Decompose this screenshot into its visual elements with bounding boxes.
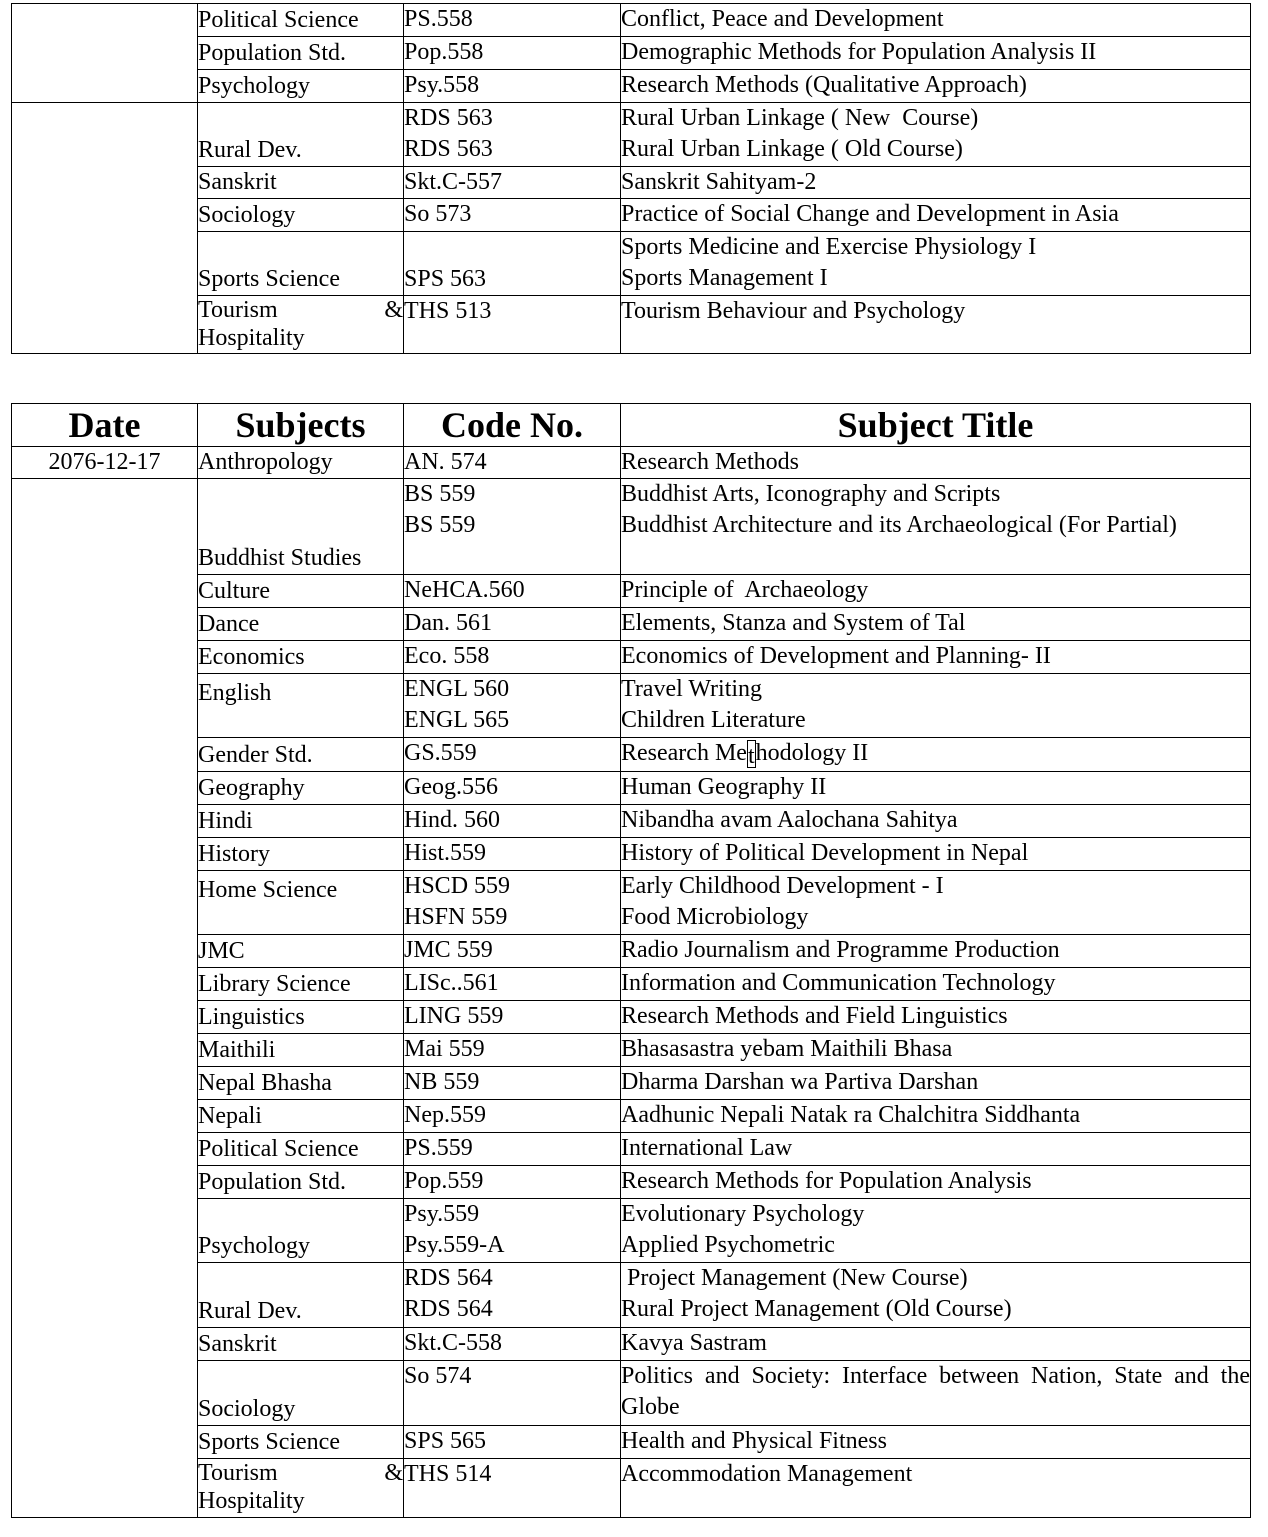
title: Research Methods (621, 449, 799, 475)
title-cell (621, 935, 1251, 968)
table-row (12, 70, 1251, 103)
code: Mai 559 (404, 1036, 485, 1062)
subject-cell: Library Science (198, 968, 404, 1001)
title-cell (621, 1100, 1251, 1133)
date-cell (12, 479, 198, 1518)
title: Demographic Methods for Population Analysis II (621, 39, 1097, 65)
code: Geog.556 (404, 774, 498, 800)
code: So 573 (404, 201, 472, 227)
title: Principle of Archaeology (621, 577, 869, 603)
header-title: Subject Title (621, 404, 1251, 447)
title-cell (621, 1459, 1251, 1518)
title: Health and Physical Fitness (621, 1428, 887, 1454)
title-cell (621, 103, 1251, 167)
title: Human Geography II (621, 774, 827, 800)
title-cell (621, 738, 1251, 772)
table-row (12, 1459, 1251, 1518)
table-row (12, 1001, 1251, 1034)
code: JMC 559 (404, 937, 493, 963)
subject-part: Hospitality (198, 1488, 305, 1514)
code: AN. 574 (404, 449, 487, 475)
schedule-table-continued (11, 3, 1251, 354)
code: Hist.559 (404, 840, 487, 866)
code-cell (404, 70, 621, 103)
code: RDS 564 (404, 1265, 493, 1291)
table-row (12, 871, 1251, 935)
code: Pop.559 (404, 1168, 484, 1194)
code-cell (404, 199, 621, 232)
code-cell (404, 1001, 621, 1034)
code: Pop.558 (404, 39, 484, 65)
code-cell (404, 167, 621, 199)
subject-cell (198, 296, 404, 354)
subject-cell: Sanskrit (198, 167, 404, 199)
title-cell (621, 772, 1251, 805)
subject-cell: History (198, 838, 404, 871)
title-cell (621, 1328, 1251, 1361)
title-cell (621, 1133, 1251, 1166)
code: Psy.559 (404, 1201, 480, 1227)
code: PS.559 (404, 1135, 473, 1161)
subject-cell: JMC (198, 935, 404, 968)
title-cell (621, 641, 1251, 674)
table-row (12, 1133, 1251, 1166)
code: RDS 563 (404, 105, 493, 131)
title: Kavya Sastram (621, 1330, 767, 1356)
title: Rural Urban Linkage ( New Course) (621, 105, 979, 131)
title: Bhasasastra yebam Maithili Bhasa (621, 1036, 953, 1062)
title: Children Literature (621, 707, 806, 733)
text-cursor-box: t (747, 740, 756, 768)
header-code: Code No. (404, 404, 621, 447)
subject-cell: Political Science (198, 1133, 404, 1166)
title-cell (621, 575, 1251, 608)
date-cell (12, 103, 198, 354)
table-row (12, 575, 1251, 608)
title-cell (621, 37, 1251, 70)
table-row (12, 608, 1251, 641)
code: LISc..561 (404, 970, 499, 996)
code-cell (404, 772, 621, 805)
code-cell (404, 838, 621, 871)
table-row (12, 805, 1251, 838)
code-cell (404, 641, 621, 674)
subject-cell: Maithili (198, 1034, 404, 1067)
title: Buddhist Architecture and its Archaeological (For Partial) (621, 512, 1177, 538)
subject-cell: Hindi (198, 805, 404, 838)
title: History of Political Development in Nepal (621, 840, 1029, 866)
table-row (12, 199, 1251, 232)
subject-cell: Population Std. (198, 37, 404, 70)
code-cell (404, 1426, 621, 1459)
table-row (12, 772, 1251, 805)
table-row (12, 935, 1251, 968)
code: Hind. 560 (404, 807, 500, 833)
title-cell (621, 608, 1251, 641)
code-cell (404, 479, 621, 575)
subject-cell: Nepali (198, 1100, 404, 1133)
header-row (12, 404, 1251, 447)
title: Information and Communication Technology (621, 970, 1056, 996)
subject-part: Tourism (198, 297, 278, 323)
title: Research Methods and Field Linguistics (621, 1003, 1008, 1029)
subject-cell: Gender Std. (198, 738, 404, 772)
subject-cell: Home Science (198, 871, 404, 935)
header-date: Date (12, 404, 198, 447)
code-cell (404, 1328, 621, 1361)
subject-cell: Rural Dev. (198, 1263, 404, 1328)
subject-amp: & (384, 1460, 403, 1486)
subject-cell: Economics (198, 641, 404, 674)
title: Sports Medicine and Exercise Physiology I (621, 234, 1037, 260)
table-row (12, 1361, 1251, 1426)
code-cell (404, 1263, 621, 1328)
title: Buddhist Arts, Iconography and Scripts (621, 481, 1001, 507)
title: Food Microbiology (621, 904, 809, 930)
subject-cell: Linguistics (198, 1001, 404, 1034)
schedule-table (11, 403, 1251, 1518)
code: THS 513 (404, 298, 492, 324)
title: Project Management (New Course) (621, 1265, 968, 1291)
title: International Law (621, 1135, 793, 1161)
title: Radio Journalism and Programme Production (621, 937, 1060, 963)
code-cell (404, 232, 621, 296)
code: ENGL 560 (404, 676, 510, 702)
code-cell (404, 738, 621, 772)
subject-cell: Nepal Bhasha (198, 1067, 404, 1100)
code: ENGL 565 (404, 707, 510, 733)
header-subjects: Subjects (198, 404, 404, 447)
code: SPS 563 (404, 266, 487, 292)
table-row (12, 232, 1251, 296)
title: Rural Project Management (Old Course) (621, 1296, 1012, 1322)
title: Nibandha avam Aalochana Sahitya (621, 807, 958, 833)
title-cell (621, 199, 1251, 232)
title-cell (621, 805, 1251, 838)
title: Accommodation Management (621, 1461, 913, 1487)
code: HSCD 559 (404, 873, 511, 899)
title: Politics and Society: Interface between Nation, State and the Globe (621, 1363, 1250, 1420)
table-row (12, 1328, 1251, 1361)
title: Dharma Darshan wa Partiva Darshan (621, 1069, 979, 1095)
title: Elements, Stanza and System of Tal (621, 610, 966, 636)
code: GS.559 (404, 740, 477, 766)
table-row (12, 167, 1251, 199)
table-row (12, 1199, 1251, 1263)
date-cell (12, 4, 198, 103)
code: NB 559 (404, 1069, 480, 1095)
table-row (12, 4, 1251, 37)
subject-cell: Dance (198, 608, 404, 641)
subject-cell: Buddhist Studies (198, 479, 404, 575)
subject-cell: Rural Dev. (198, 103, 404, 167)
title-cell (621, 1166, 1251, 1199)
title: Aadhunic Nepali Natak ra Chalchitra Siddhanta (621, 1102, 1081, 1128)
title: Sports Management I (621, 265, 828, 291)
title-cell (621, 1034, 1251, 1067)
title: Sanskrit Sahityam-2 (621, 169, 817, 195)
subject-part: Tourism (198, 1460, 278, 1486)
code: Eco. 558 (404, 643, 490, 669)
title-cell (621, 167, 1251, 199)
title: Conflict, Peace and Development (621, 6, 944, 32)
code-cell (404, 1459, 621, 1518)
title-cell (621, 838, 1251, 871)
title: Evolutionary Psychology (621, 1201, 865, 1227)
title-cell (621, 1361, 1251, 1426)
title: Practice of Social Change and Development in Asia (621, 201, 1119, 227)
code-cell (404, 935, 621, 968)
subject-part: Hospitality (198, 325, 305, 351)
code-cell (404, 37, 621, 70)
title: Early Childhood Development - I (621, 873, 944, 899)
code: RDS 564 (404, 1296, 493, 1322)
subject-cell: Psychology (198, 1199, 404, 1263)
code: NeHCA.560 (404, 577, 525, 603)
table-row (12, 738, 1251, 772)
subject-cell: Sociology (198, 199, 404, 232)
subject-cell: Population Std. (198, 1166, 404, 1199)
code: PS.558 (404, 6, 473, 32)
subject-cell: Sanskrit (198, 1328, 404, 1361)
table-row (12, 103, 1251, 167)
code: Psy.559-A (404, 1232, 505, 1258)
title-cell (621, 447, 1251, 479)
title: Research Methods for Population Analysis (621, 1168, 1032, 1194)
subject-cell: Psychology (198, 70, 404, 103)
table-row (12, 1426, 1251, 1459)
title-cell (621, 1199, 1251, 1263)
code: Dan. 561 (404, 610, 492, 636)
code: So 574 (404, 1363, 472, 1389)
title-cell (621, 1426, 1251, 1459)
code: HSFN 559 (404, 904, 508, 930)
code: Psy.558 (404, 72, 480, 98)
code-cell (404, 805, 621, 838)
code-cell (404, 1133, 621, 1166)
code-cell (404, 1166, 621, 1199)
code-cell (404, 608, 621, 641)
subject-cell: Sports Science (198, 232, 404, 296)
table-row (12, 1100, 1251, 1133)
code-cell (404, 296, 621, 354)
code: SPS 565 (404, 1428, 487, 1454)
code-cell (404, 871, 621, 935)
title-cell (621, 232, 1251, 296)
code: Skt.C-557 (404, 169, 503, 195)
title: Research Me (621, 740, 747, 766)
code-cell (404, 575, 621, 608)
code-cell (404, 1067, 621, 1100)
table-row (12, 838, 1251, 871)
code-cell (404, 1100, 621, 1133)
title-cell (621, 4, 1251, 37)
subject-cell: Sports Science (198, 1426, 404, 1459)
table-row (12, 296, 1251, 354)
subject-cell: Anthropology (198, 447, 404, 479)
title-cell (621, 479, 1251, 575)
code-cell (404, 103, 621, 167)
title: Economics of Development and Planning- II (621, 643, 1051, 669)
date-cell: 2076-12-17 (12, 447, 198, 479)
title: Tourism Behaviour and Psychology (621, 298, 966, 324)
code: BS 559 (404, 481, 476, 507)
code: BS 559 (404, 512, 476, 538)
table-row (12, 447, 1251, 479)
code: Skt.C-558 (404, 1330, 503, 1356)
table-row (12, 1034, 1251, 1067)
title-cell (621, 871, 1251, 935)
code-cell (404, 447, 621, 479)
code-cell (404, 1361, 621, 1426)
subject-amp: & (384, 297, 403, 323)
code: LING 559 (404, 1003, 504, 1029)
title: Research Methods (Qualitative Approach) (621, 72, 1027, 98)
code: RDS 563 (404, 136, 493, 162)
title: hodology II (755, 740, 869, 766)
code: Nep.559 (404, 1102, 486, 1128)
table-row (12, 1166, 1251, 1199)
table-row (12, 1263, 1251, 1328)
subject-cell: Geography (198, 772, 404, 805)
title: Applied Psychometric (621, 1232, 835, 1258)
subject-cell: Culture (198, 575, 404, 608)
code-cell (404, 1034, 621, 1067)
table-row (12, 37, 1251, 70)
table-row (12, 1067, 1251, 1100)
title: Travel Writing (621, 676, 763, 702)
code-cell (404, 4, 621, 37)
title: Rural Urban Linkage ( Old Course) (621, 136, 963, 162)
subject-cell: Political Science (198, 4, 404, 37)
subject-cell: Sociology (198, 1361, 404, 1426)
title-cell (621, 968, 1251, 1001)
code: THS 514 (404, 1461, 492, 1487)
table-row (12, 968, 1251, 1001)
subject-cell: English (198, 674, 404, 738)
subject-cell (198, 1459, 404, 1518)
title-cell (621, 1263, 1251, 1328)
title-cell (621, 1001, 1251, 1034)
code-cell (404, 1199, 621, 1263)
code-cell (404, 968, 621, 1001)
table-row (12, 641, 1251, 674)
table-row (12, 479, 1251, 575)
title-cell (621, 70, 1251, 103)
title-cell (621, 1067, 1251, 1100)
code-cell (404, 674, 621, 738)
title-cell (621, 674, 1251, 738)
title-cell (621, 296, 1251, 354)
table-row (12, 674, 1251, 738)
